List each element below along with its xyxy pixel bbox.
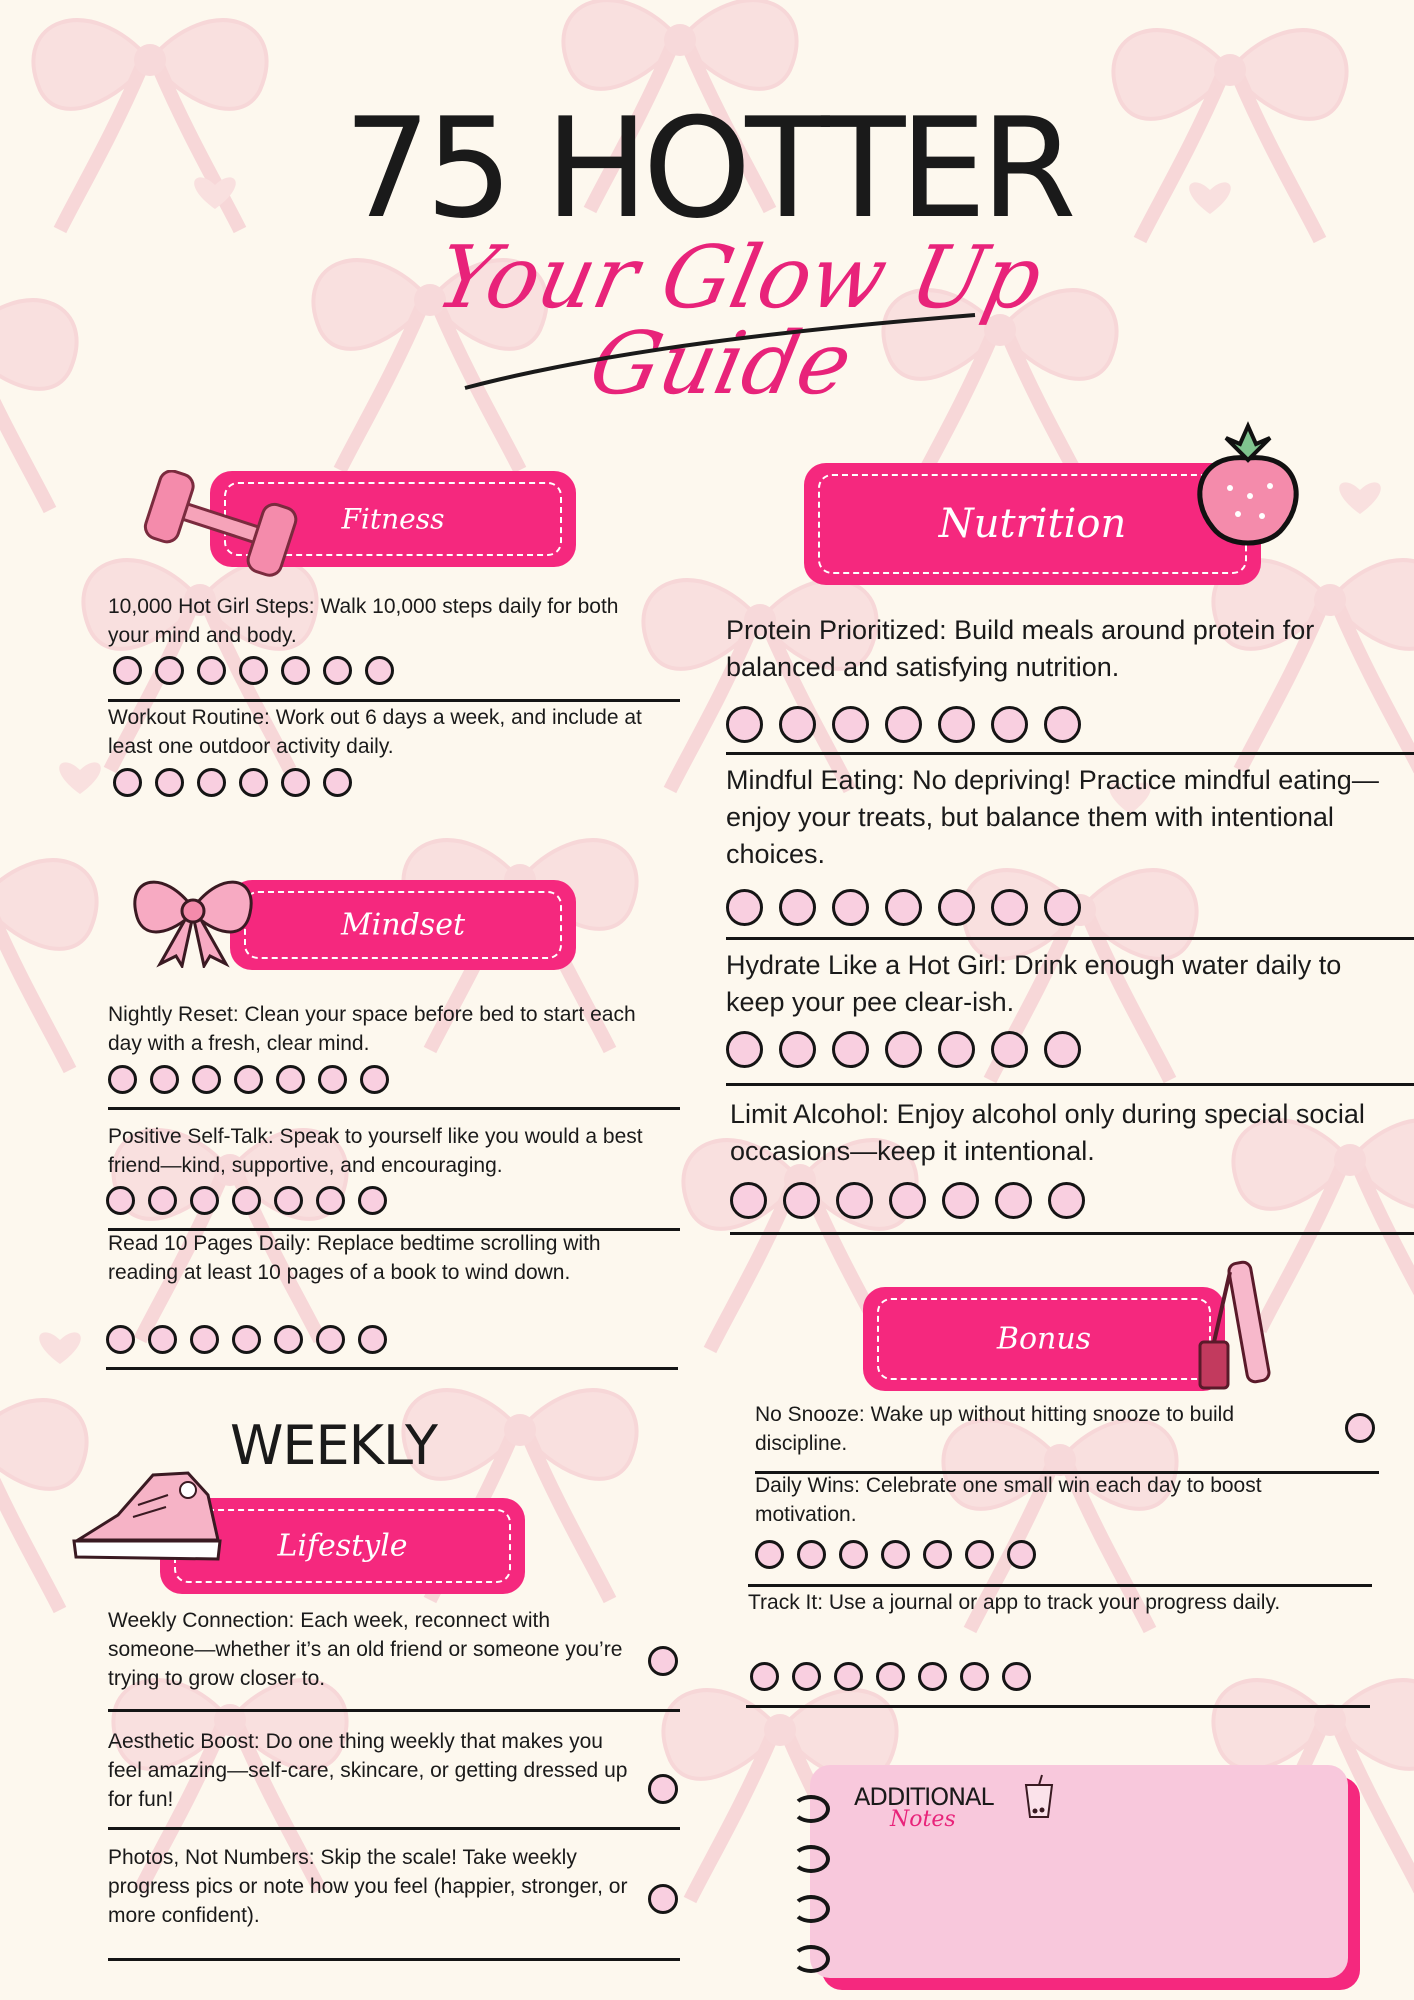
tracker-circle[interactable] — [918, 1662, 947, 1691]
lifestyle-title: Lifestyle — [277, 1528, 408, 1564]
tracker-circle[interactable] — [779, 706, 816, 743]
tracker-circle[interactable] — [1048, 1182, 1085, 1219]
weekly-heading: WEEKLY — [230, 1414, 437, 1477]
tracker-circle[interactable] — [797, 1540, 826, 1569]
underline-swoosh-icon — [460, 310, 980, 390]
divider — [108, 1827, 680, 1830]
nutrition-item-4-tracker — [730, 1182, 1101, 1219]
tracker-circle[interactable] — [281, 768, 310, 797]
bonus-item-1: No Snooze: Wake up without hitting snooze to build discipline. — [755, 1403, 1235, 1455]
nutrition-item-2: Mindful Eating: No depriving! Practice mindful eating—enjoy your treats, but balance them with intentional choices. — [726, 765, 1379, 869]
tracker-circle[interactable] — [276, 1065, 305, 1094]
mindset-item-3: Read 10 Pages Daily: Replace bedtime scrolling with reading at least 10 pages of a book to wind down. — [108, 1232, 601, 1284]
divider — [748, 1584, 1372, 1587]
tracker-circle[interactable] — [197, 656, 226, 685]
nutrition-item-1: Protein Prioritized: Build meals around protein for balanced and satisfying nutrition. — [726, 615, 1315, 682]
tracker-circle[interactable] — [792, 1662, 821, 1691]
tracker-circle[interactable] — [779, 1031, 816, 1068]
divider — [108, 1107, 680, 1110]
lifestyle-item-3-checkbox[interactable] — [648, 1884, 678, 1914]
nutrition-item-4: Limit Alcohol: Enjoy alcohol only during special social occasions—keep it intentional. — [730, 1099, 1365, 1166]
bonus-item-1-checkbox[interactable] — [1345, 1413, 1375, 1443]
bow-icon — [128, 868, 258, 968]
tracker-circle[interactable] — [938, 889, 975, 926]
tracker-circle[interactable] — [323, 656, 352, 685]
tracker-circle[interactable] — [881, 1540, 910, 1569]
bonus-item-3: Track It: Use a journal or app to track your progress daily. — [748, 1591, 1281, 1614]
tracker-circle[interactable] — [318, 1065, 347, 1094]
tracker-circle[interactable] — [274, 1325, 303, 1354]
tracker-circle[interactable] — [106, 1325, 135, 1354]
divider — [108, 1709, 680, 1712]
tracker-circle[interactable] — [834, 1662, 863, 1691]
tracker-circle[interactable] — [991, 1031, 1028, 1068]
tracker-circle[interactable] — [832, 889, 869, 926]
tracker-circle[interactable] — [938, 706, 975, 743]
fitness-item-2-tracker — [113, 768, 365, 797]
tracker-circle[interactable] — [358, 1186, 387, 1215]
tracker-circle[interactable] — [316, 1186, 345, 1215]
divider — [108, 1958, 680, 1961]
tracker-circle[interactable] — [889, 1182, 926, 1219]
tracker-circle[interactable] — [1044, 706, 1081, 743]
tracker-circle[interactable] — [726, 1031, 763, 1068]
nutrition-title: Nutrition — [938, 501, 1127, 547]
mindset-item-2-tracker — [106, 1186, 400, 1215]
nutrition-item-2-tracker — [726, 889, 1097, 926]
mindset-item-1-tracker — [108, 1065, 402, 1094]
tracker-circle[interactable] — [239, 656, 268, 685]
tracker-circle[interactable] — [942, 1182, 979, 1219]
tracker-circle[interactable] — [234, 1065, 263, 1094]
mindset-title: Mindset — [340, 907, 466, 943]
tracker-circle[interactable] — [783, 1182, 820, 1219]
lifestyle-item-1: Weekly Connection: Each week, reconnect with someone—whether it’s an old friend or someone you’re trying to grow closer to. — [108, 1609, 623, 1690]
divider — [746, 1705, 1370, 1708]
tracker-circle[interactable] — [148, 1186, 177, 1215]
tracker-circle[interactable] — [726, 889, 763, 926]
page-subtitle: Your Glow Up Guide — [427, 228, 1051, 414]
tracker-circle[interactable] — [365, 656, 394, 685]
tracker-circle[interactable] — [750, 1662, 779, 1691]
tracker-circle[interactable] — [192, 1065, 221, 1094]
tracker-circle[interactable] — [323, 768, 352, 797]
tracker-circle[interactable] — [281, 656, 310, 685]
tracker-circle[interactable] — [190, 1325, 219, 1354]
boba-drink-icon — [1022, 1773, 1056, 1819]
nutrition-item-3: Hydrate Like a Hot Girl: Drink enough water daily to keep your pee clear-ish. — [726, 950, 1342, 1017]
fitness-item-2: Workout Routine: Work out 6 days a week, and include at least one outdoor activity daily. — [108, 706, 642, 758]
notes-subheading: Notes — [890, 1807, 956, 1832]
tracker-circle[interactable] — [232, 1186, 261, 1215]
lifestyle-item-2-checkbox[interactable] — [648, 1774, 678, 1804]
tracker-circle[interactable] — [155, 768, 184, 797]
tracker-circle[interactable] — [1007, 1540, 1036, 1569]
tracker-circle[interactable] — [995, 1182, 1032, 1219]
tracker-circle[interactable] — [726, 706, 763, 743]
bonus-title: Bonus — [996, 1321, 1092, 1357]
tracker-circle[interactable] — [885, 706, 922, 743]
nutrition-item-1-tracker — [726, 706, 1097, 743]
tracker-circle[interactable] — [150, 1065, 179, 1094]
lifestyle-item-3: Photos, Not Numbers: Skip the scale! Take weekly progress pics or note how you feel (happier, stronger, or more confident). — [108, 1846, 628, 1927]
lifestyle-item-2: Aesthetic Boost: Do one thing weekly that makes you feel amazing—self-care, skincare, or getting dressed up for fun! — [108, 1730, 628, 1811]
tracker-circle[interactable] — [360, 1065, 389, 1094]
bonus-item-2: Daily Wins: Celebrate one small win each day to boost motivation. — [755, 1474, 1262, 1526]
tracker-circle[interactable] — [885, 1031, 922, 1068]
tracker-circle[interactable] — [1044, 889, 1081, 926]
tracker-circle[interactable] — [113, 768, 142, 797]
divider — [730, 1232, 1414, 1235]
tracker-circle[interactable] — [232, 1325, 261, 1354]
additional-notes-card[interactable] — [810, 1765, 1360, 1990]
tracker-circle[interactable] — [832, 1031, 869, 1068]
tracker-circle[interactable] — [965, 1540, 994, 1569]
mindset-item-2: Positive Self-Talk: Speak to yourself like you would a best friend—kind, supportive, and encouraging. — [108, 1125, 643, 1177]
divider — [726, 937, 1414, 940]
tracker-circle[interactable] — [197, 768, 226, 797]
tracker-circle[interactable] — [316, 1325, 345, 1354]
nutrition-item-3-tracker — [726, 1031, 1097, 1068]
tracker-circle[interactable] — [885, 889, 922, 926]
tracker-circle[interactable] — [730, 1182, 767, 1219]
bonus-item-2-tracker — [755, 1540, 1049, 1569]
tracker-circle[interactable] — [274, 1186, 303, 1215]
tracker-circle[interactable] — [155, 656, 184, 685]
tracker-circle[interactable] — [991, 706, 1028, 743]
tracker-circle[interactable] — [148, 1325, 177, 1354]
tracker-circle[interactable] — [1044, 1031, 1081, 1068]
mindset-item-3-tracker — [106, 1325, 400, 1354]
tracker-circle[interactable] — [755, 1540, 784, 1569]
divider — [108, 699, 680, 702]
divider — [726, 1083, 1414, 1086]
tracker-circle[interactable] — [358, 1325, 387, 1354]
sneaker-icon — [68, 1455, 228, 1575]
dumbbell-icon — [135, 470, 305, 580]
tracker-circle[interactable] — [1002, 1662, 1031, 1691]
tracker-circle[interactable] — [991, 889, 1028, 926]
tracker-circle[interactable] — [876, 1662, 905, 1691]
page-title: 75 HOTTER — [343, 88, 1071, 249]
divider — [106, 1367, 678, 1370]
tracker-circle[interactable] — [923, 1540, 952, 1569]
tracker-circle[interactable] — [779, 889, 816, 926]
divider — [726, 752, 1414, 755]
tracker-circle[interactable] — [106, 1186, 135, 1215]
notes-heading: ADDITIONAL — [854, 1783, 993, 1811]
strawberry-icon — [1188, 418, 1308, 558]
bonus-item-3-tracker — [750, 1662, 1044, 1691]
tracker-circle[interactable] — [938, 1031, 975, 1068]
mindset-item-1: Nightly Reset: Clean your space before bed to start each day with a fresh, clear mind. — [108, 1003, 636, 1055]
lifestyle-item-1-checkbox[interactable] — [648, 1646, 678, 1676]
tracker-circle[interactable] — [113, 656, 142, 685]
fitness-item-1-tracker — [113, 656, 407, 685]
tracker-circle[interactable] — [836, 1182, 873, 1219]
fitness-title: Fitness — [341, 502, 445, 536]
lip-gloss-icon — [1190, 1252, 1290, 1392]
tracker-circle[interactable] — [239, 768, 268, 797]
tracker-circle[interactable] — [190, 1186, 219, 1215]
mindset-section-header — [230, 880, 576, 970]
tracker-circle[interactable] — [960, 1662, 989, 1691]
bonus-section-header — [863, 1287, 1225, 1391]
tracker-circle[interactable] — [108, 1065, 137, 1094]
fitness-item-1: 10,000 Hot Girl Steps: Walk 10,000 steps daily for both your mind and body. — [108, 595, 619, 647]
tracker-circle[interactable] — [832, 706, 869, 743]
tracker-circle[interactable] — [839, 1540, 868, 1569]
